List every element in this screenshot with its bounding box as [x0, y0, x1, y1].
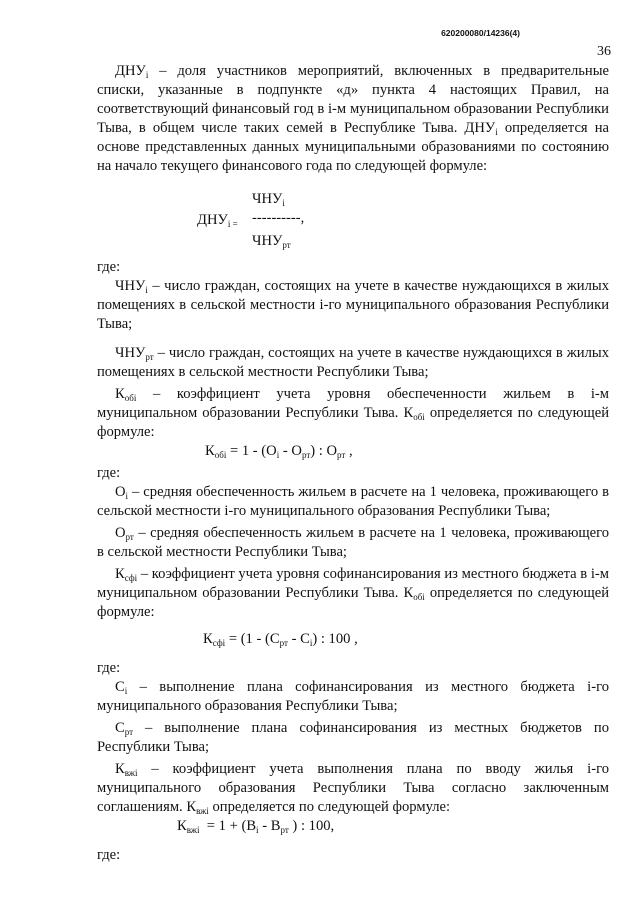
formula-dnu-fraction-bar: ----------, — [252, 210, 305, 226]
formula-dnu-numerator: $ЧНУ_i$ — [252, 191, 285, 208]
paragraph-dnu-definition: $ДНУ_i$ – доля участников мероприятий, включенных в предварительные списки, указанные в подпункте «д» пункта 4 настоящих Правил, на соответствующий финансовый год в i-м муниципальном образовании Республики Тыва, в общем числе таких семей в Республике Тыва. $ДНУ_i$ определяется на основе представленных данных муниципальными образованиями по состоянию на начало текущего финансового года по следующей формуле: — [97, 63, 609, 174]
definition-c-rt: $С_{рт}$ – выполнение плана софинансирования из местных бюджетов по Республики Тыва; — [97, 720, 609, 755]
formula-dnu-lhs: $ДНУ_{i =}$ — [197, 212, 238, 229]
where-label: где: — [97, 259, 121, 275]
definition-chnu-i: $ЧНУ_i$ – число граждан, состоящих на учете в качестве нуждающихся в жилых помещениях в сельской местности i-го муниципального образования Республики Тыва; — [97, 278, 609, 332]
where-label: где: — [97, 847, 121, 863]
formula-dnu-denominator: $ЧНУ_{рт}$ — [252, 233, 291, 250]
definition-k-ob: $К_{обi}$ – коэффициент учета уровня обеспеченности жильем в i-м муниципальном образовании Республики Тыва. $К_{обi}$ определяется по следующей формуле: — [97, 386, 610, 440]
definition-o-i: $О_i$ – средняя обеспеченность жильем в расчете на 1 человека, проживающего в сельской местности i-го муниципального образования Республики Тыва; — [97, 484, 609, 519]
formula-dnu — [97, 190, 609, 252]
formula-k-ob: $К_{обi} = 1 - (О_i - О_{рт})$ : $О_{рт}$ , — [205, 443, 353, 460]
definition-k-sf: $К_{сфi}$ – коэффициент учета уровня софинансирования из местного бюджета в i-м муниципальном образовании Республики Тыва. $К_{обi}$ определяется по следующей формуле: — [97, 566, 610, 620]
definition-k-vzh: $К_{вжi}$ – коэффициент учета выполнения плана по вводу жилья i-го муниципального образования Республики Тыва согласно заключенным соглашениям. $К_{вжi}$ определяется по следующей формуле: — [97, 761, 609, 816]
formula-k-vzh: $К_{вжi} = 1 + (В_i - В_{рт}$ ) : 100, — [177, 818, 335, 835]
where-label: где: — [97, 660, 121, 676]
formula-k-sf: $К_{сфi} = (1 - (С_{рт} - С_i)$ : 100 , — [203, 631, 358, 648]
definition-c-i: $С_i$ – выполнение плана софинансирования из местного бюджета i-го муниципального образования Республики Тыва; — [97, 679, 609, 714]
page-number: 36 — [597, 44, 611, 59]
definition-chnu-rt: $ЧНУ_{рт}$ – число граждан, состоящих на учете в качестве нуждающихся в жилых помещениях в сельской местности Республики Тыва; — [97, 345, 609, 380]
where-label: где: — [97, 465, 121, 481]
document-id: 620200080/14236(4) — [441, 28, 520, 38]
definition-o-rt: $О_{рт}$ – средняя обеспеченность жильем в расчете на 1 человека, проживающего в сельской местности Республики Тыва; — [97, 525, 609, 560]
document-body — [97, 62, 609, 865]
